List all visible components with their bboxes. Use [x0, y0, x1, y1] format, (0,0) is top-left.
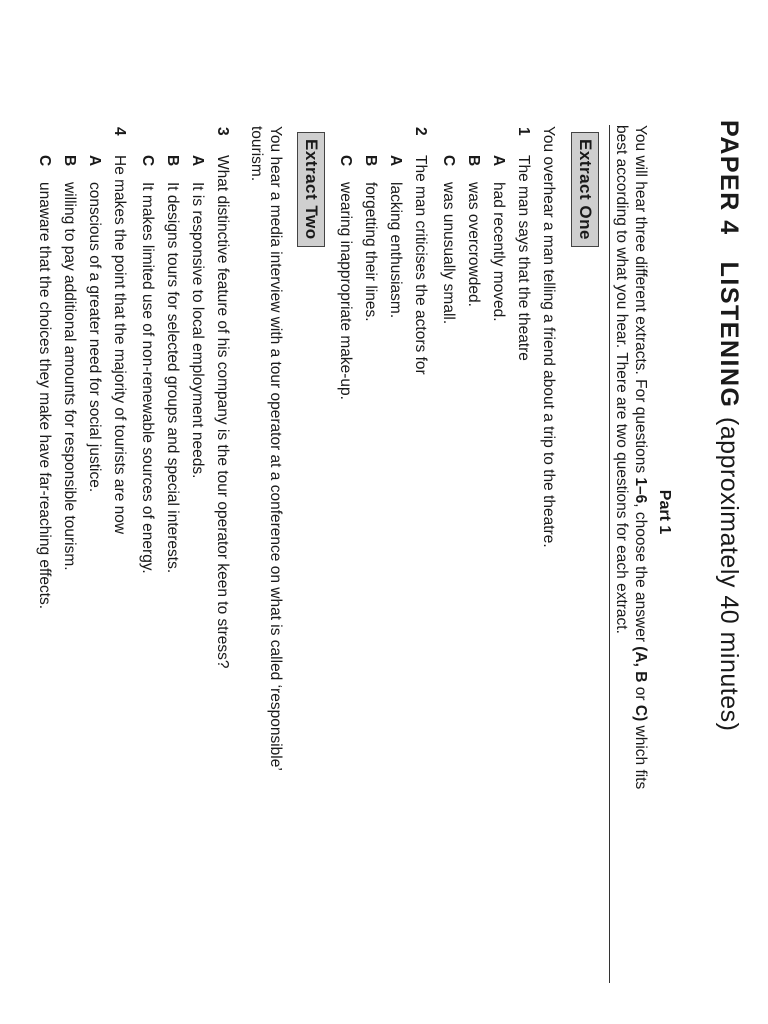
question-stem: The man criticises the actors for — [412, 155, 429, 375]
answer-options-label: (A, B — [632, 646, 649, 683]
question-number: 1 — [515, 127, 532, 136]
question-range: 1–6 — [632, 477, 649, 504]
option-letter: B — [362, 155, 379, 167]
option-letter: C — [36, 155, 53, 167]
extract-two-intro: You hear a media interview with a tour operator at a conference on what is called ‘responsible’ — [267, 126, 284, 771]
option-text: It is responsive to local employment needs. — [189, 182, 206, 479]
option-letter: B — [164, 155, 181, 167]
extract-two-heading: Extract Two — [297, 132, 325, 247]
answer-options-label: C) — [632, 704, 649, 722]
option-text: unaware that the choices they make have far-reaching effects. — [36, 182, 53, 610]
page-title — [714, 120, 743, 731]
paper-label: PAPER 4 — [715, 120, 743, 236]
instructions-text: or — [632, 682, 649, 705]
question-stem: What distinctive feature of his company is the tour operator keen to stress? — [214, 155, 231, 669]
option-letter: C — [440, 155, 457, 167]
option-text: It makes limited use of non-renewable sources of energy. — [139, 182, 156, 574]
question-number: 3 — [214, 127, 231, 136]
part-heading: Part 1 — [656, 489, 673, 535]
option-letter: C — [337, 155, 354, 167]
option-text: lacking enthusiasm. — [387, 182, 404, 319]
question-number: 2 — [412, 127, 429, 136]
question-stem: The man says that the theatre — [515, 155, 532, 361]
option-text: willing to pay additional amounts for responsible tourism. — [61, 182, 78, 571]
option-text: had recently moved. — [490, 182, 507, 322]
section-label: LISTENING — [715, 261, 743, 409]
option-text: forgetting their lines. — [362, 182, 379, 322]
extract-two-intro: tourism. — [248, 126, 265, 182]
option-text: conscious of a greater need for social justice. — [86, 182, 103, 493]
instructions-text: best according to what you hear. There are two questions for each extract. — [613, 125, 630, 634]
option-letter: C — [139, 155, 156, 167]
option-letter: A — [387, 155, 404, 167]
extract-one-intro: You overhear a man telling a friend about a trip to the theatre. — [540, 126, 557, 548]
extract-one-heading: Extract One — [571, 132, 599, 247]
option-text: It designs tours for selected groups and special interests. — [164, 182, 181, 574]
divider — [609, 125, 610, 983]
question-stem: He makes the point that the majority of tourists are now — [111, 155, 128, 535]
option-text: was unusually small. — [440, 182, 457, 325]
option-text: wearing inappropriate make-up. — [337, 182, 354, 400]
option-letter: B — [465, 155, 482, 167]
instructions-text: You will hear three different extracts. For questions — [632, 125, 649, 478]
instructions-text: which fits — [632, 721, 649, 790]
option-letter: A — [189, 155, 206, 167]
instructions — [612, 125, 650, 980]
duration-label: (approximately 40 minutes) — [715, 416, 743, 732]
question-number: 4 — [111, 127, 128, 136]
option-letter: A — [490, 155, 507, 167]
option-letter: B — [61, 155, 78, 167]
option-letter: A — [86, 155, 103, 167]
option-text: was overcrowded. — [465, 182, 482, 307]
instructions-text: , choose the answer — [632, 503, 649, 647]
